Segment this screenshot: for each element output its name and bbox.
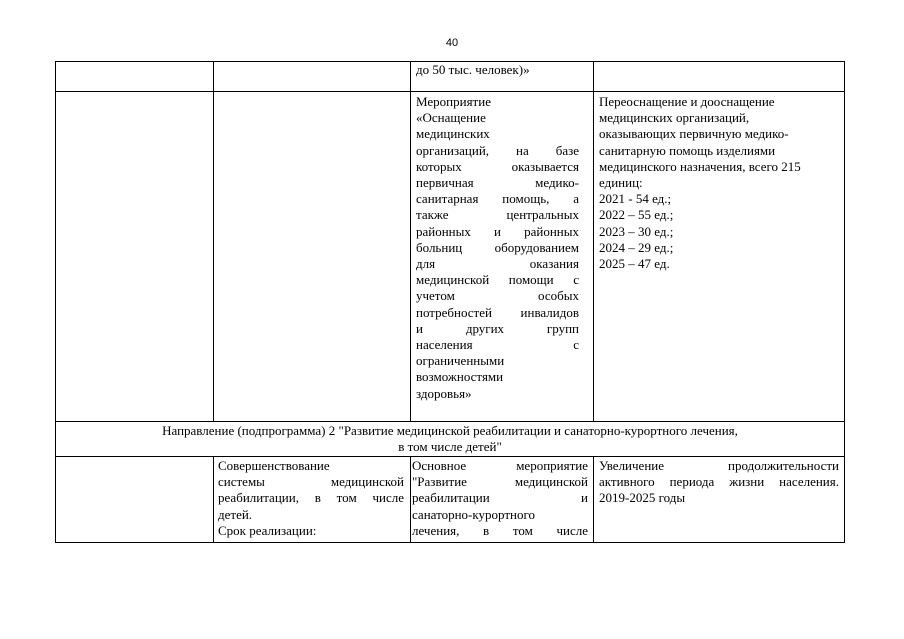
text-line: медицинских [416,126,490,142]
text-line: лечения, в том числе [412,522,588,538]
row1-activity-cell [416,62,588,78]
row2-activity-cell [416,94,579,402]
text-line: районных и районных [416,223,579,239]
text-line: первичная медико- [416,175,579,191]
text-line: 2021 - 54 ед.; [599,191,672,207]
text-line: единиц: [599,175,643,191]
text-line: реабилитации, в том числе [218,490,404,506]
text-line: до 50 тыс. человек)» [416,62,530,77]
row4-result-cell [599,458,839,507]
text-line: медицинских организаций, [599,110,750,126]
page-number: 40 [445,37,459,49]
text-line: активного периода жизни населения. [599,474,839,490]
text-line: для оказания [416,256,579,272]
row4-goal-cell [218,458,404,539]
text-line: 2023 – 30 ед.; [599,223,674,239]
text-line: ограниченными [416,353,505,369]
row2-result-cell [599,94,842,272]
table-rule [410,61,411,422]
text-line: Мероприятие [416,94,491,109]
text-line: организаций, на базе [416,142,579,158]
text-line: которых оказывается [416,158,579,174]
text-line: оказывающих первичную медико- [599,126,789,142]
text-line: учетом особых [416,288,579,304]
text-line: и других групп [416,320,579,336]
text-line: 2019-2025 годы [599,490,686,506]
text-line: санаторно-курортного [412,506,535,522]
text-line: "Развитие медицинской [412,474,588,490]
text-line: Увеличение продолжительности [599,458,839,473]
table-rule [213,456,214,543]
text-line: Основное мероприятие [412,458,588,473]
text-line: 2025 – 47 ед. [599,256,670,272]
text-line: потребностей инвалидов [416,304,579,320]
text-line: возможностями [416,369,504,385]
text-line: детей. [218,506,253,522]
table-rule [593,61,594,422]
text-line: больниц оборудованием [416,239,579,255]
table-rule [55,61,56,543]
text-line: Переоснащение и дооснащение [599,94,775,109]
text-line: в том числе детей" [398,439,502,455]
text-line: Совершенствование [218,458,330,473]
table-rule [593,456,594,543]
subprogram-heading [56,423,844,455]
row4-activity-cell [412,458,588,539]
table-rule [55,456,845,457]
table-rule [55,542,845,543]
text-line: медицинского назначения, всего 215 [599,158,801,174]
text-line: санитарную помощь изделиями [599,142,776,158]
text-line: реабилитации и [412,490,588,506]
table-rule [55,91,845,92]
text-line: также центральных [416,207,579,223]
text-line: здоровья» [416,385,472,401]
table-rule [410,456,411,543]
text-line: Срок реализации: [218,522,317,538]
table-rule [213,61,214,422]
text-line: «Оснащение [416,110,486,126]
text-line: системы медицинской [218,474,404,490]
text-line: Направление (подпрограмма) 2 "Развитие медицинской реабилитации и санаторно-курортного лечения, [162,423,738,438]
table-rule [55,421,845,422]
table-rule [844,61,845,543]
text-line: 2024 – 29 ед.; [599,239,674,255]
text-line: 2022 – 55 ед.; [599,207,674,223]
text-line: населения с [416,337,579,353]
text-line: медицинской помощи с [416,272,579,288]
text-line: санитарная помощь, а [416,191,579,207]
